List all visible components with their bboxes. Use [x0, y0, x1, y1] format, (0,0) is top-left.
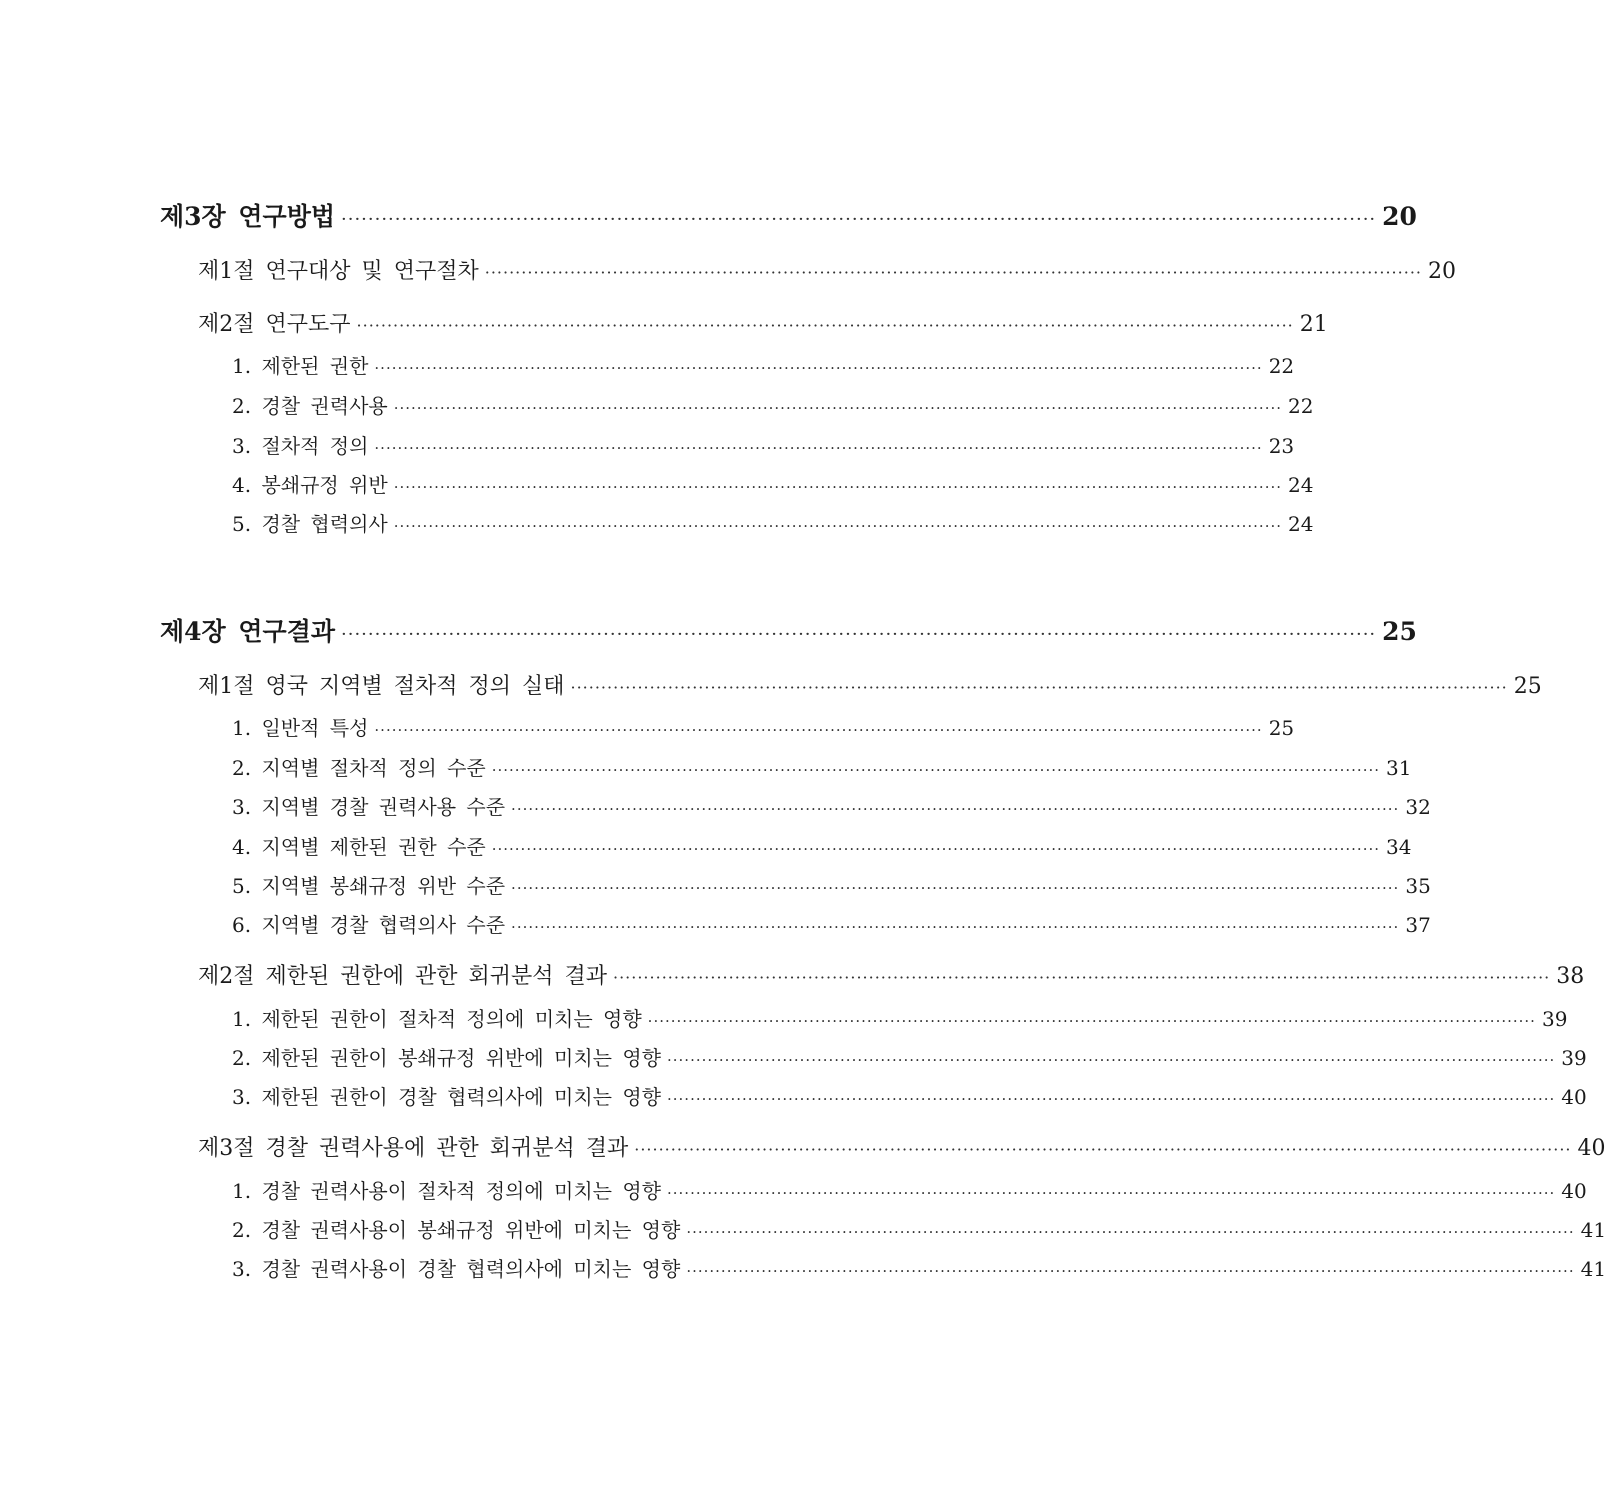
toc-leader-dots: ·························································································································································· — [634, 1140, 1572, 1159]
toc-entry-page: 38 — [1556, 964, 1585, 989]
toc-entry-title: 5. 지역별 봉쇄규정 위반 수준 — [232, 874, 506, 898]
toc-entry-page: 34 — [1386, 835, 1412, 859]
toc-leader-dots: ·························································································································································· — [374, 359, 1263, 377]
toc-entry-page: 39 — [1541, 1007, 1568, 1031]
toc-leader-dots: ·························································································································································· — [667, 1090, 1556, 1108]
toc-entry-page: 22 — [1288, 394, 1314, 418]
toc-entry-title: 제1절 연구대상 및 연구절차 — [198, 259, 479, 284]
toc-item[interactable] — [232, 430, 1295, 459]
toc-entry-title: 제4장 연구결과 — [160, 617, 335, 646]
toc-entry-page: 41 — [1580, 1218, 1606, 1242]
toc-entry-page: 40 — [1561, 1085, 1587, 1109]
toc-item[interactable] — [232, 791, 1431, 820]
toc-leader-dots: ·························································································································································· — [393, 517, 1283, 535]
toc-leader-dots: ·························································································································································· — [511, 800, 1400, 818]
toc-chapter[interactable] — [160, 612, 1417, 648]
toc-leader-dots: ·························································································································································· — [491, 840, 1381, 858]
toc-leader-dots: ·························································································································································· — [393, 478, 1283, 496]
toc-item[interactable] — [232, 870, 1431, 899]
toc-entry-title: 4. 봉쇄규정 위반 — [232, 473, 388, 497]
toc-entry-page: 31 — [1386, 756, 1412, 780]
toc-leader-dots: ·························································································································································· — [686, 1262, 1575, 1280]
toc-item[interactable] — [232, 469, 1314, 498]
toc-entry-title: 2. 경찰 권력사용 — [232, 394, 388, 418]
toc-item[interactable] — [232, 1214, 1606, 1243]
toc-entry-title: 제1절 영국 지역별 절차적 정의 실태 — [198, 674, 565, 699]
toc-item[interactable] — [232, 712, 1295, 741]
toc-leader-dots: ·························································································································································· — [647, 1012, 1536, 1030]
toc-entry-page: 25 — [1268, 716, 1295, 740]
toc-entry-page: 20 — [1427, 259, 1456, 284]
toc-entry-page: 22 — [1268, 354, 1295, 378]
toc-item[interactable] — [232, 1003, 1568, 1032]
toc-section[interactable] — [198, 307, 1328, 338]
toc-chapter[interactable] — [160, 197, 1417, 233]
toc-entry-title: 제3절 경찰 권력사용에 관한 회귀분석 결과 — [198, 1136, 629, 1161]
toc-entry-title: 6. 지역별 경찰 협력의사 수준 — [232, 913, 506, 937]
toc-entry-title: 2. 지역별 절차적 정의 수준 — [232, 756, 486, 780]
toc-entry-title: 1. 제한된 권한이 절차적 정의에 미치는 영향 — [232, 1007, 642, 1031]
toc-entry-title: 4. 지역별 제한된 권한 수준 — [232, 835, 486, 859]
toc-item[interactable] — [232, 1081, 1587, 1110]
toc-leader-dots: ·························································································································································· — [511, 879, 1400, 897]
toc-entry-page: 24 — [1288, 512, 1314, 536]
toc-entry-title: 2. 경찰 권력사용이 봉쇄규정 위반에 미치는 영향 — [232, 1218, 681, 1242]
toc-section[interactable] — [198, 669, 1542, 700]
toc-entry-page: 40 — [1561, 1179, 1587, 1203]
toc-leader-dots: ·························································································································································· — [374, 439, 1263, 457]
toc-entry-page: 40 — [1577, 1136, 1606, 1161]
toc-item[interactable] — [232, 1175, 1587, 1204]
toc-item[interactable] — [232, 752, 1412, 781]
toc-entry-page: 24 — [1288, 473, 1314, 497]
toc-entry-page: 25 — [1513, 674, 1542, 699]
toc-section[interactable] — [198, 254, 1456, 285]
toc-item[interactable] — [232, 909, 1431, 938]
toc-entry-title: 5. 경찰 협력의사 — [232, 512, 388, 536]
toc-leader-dots: ·························································································································································· — [341, 624, 1377, 645]
toc-entry-title: 제2절 연구도구 — [198, 312, 351, 337]
toc-entry-page: 23 — [1268, 434, 1295, 458]
toc-entry-title: 1. 일반적 특성 — [232, 716, 369, 740]
toc-entry-title: 3. 경찰 권력사용이 경찰 협력의사에 미치는 영향 — [232, 1257, 681, 1281]
toc-entry-title: 3. 제한된 권한이 경찰 협력의사에 미치는 영향 — [232, 1085, 661, 1109]
toc-entry-title: 3. 절차적 정의 — [232, 434, 369, 458]
toc-item[interactable] — [232, 350, 1295, 379]
toc-entry-title: 제2절 제한된 권한에 관한 회귀분석 결과 — [198, 964, 607, 989]
toc-entry-title: 1. 제한된 권한 — [232, 354, 369, 378]
toc-leader-dots: ·························································································································································· — [491, 761, 1381, 779]
toc-item[interactable] — [232, 508, 1314, 537]
toc-entry-page: 25 — [1382, 617, 1417, 646]
toc-section[interactable] — [198, 959, 1585, 990]
toc-section[interactable] — [198, 1131, 1606, 1162]
toc-leader-dots: ·························································································································································· — [686, 1223, 1575, 1241]
toc-entry-page: 35 — [1405, 874, 1431, 898]
toc-leader-dots: ·························································································································································· — [511, 918, 1400, 936]
toc-entry-page: 20 — [1382, 202, 1417, 231]
toc-entry-page: 21 — [1299, 312, 1328, 337]
toc-leader-dots: ·························································································································································· — [570, 678, 1508, 697]
toc-item[interactable] — [232, 1042, 1587, 1071]
toc-entry-page: 32 — [1405, 795, 1431, 819]
toc-entry-title: 3. 지역별 경찰 권력사용 수준 — [232, 795, 506, 819]
toc-leader-dots: ·························································································································································· — [393, 399, 1283, 417]
toc-leader-dots: ·························································································································································· — [374, 721, 1263, 739]
toc-leader-dots: ·························································································································································· — [613, 968, 1551, 987]
toc-item[interactable] — [232, 1253, 1606, 1282]
toc-entry-page: 41 — [1580, 1257, 1606, 1281]
toc-entry-title: 제3장 연구방법 — [160, 202, 335, 231]
toc-entry-title: 1. 경찰 권력사용이 절차적 정의에 미치는 영향 — [232, 1179, 661, 1203]
toc-item[interactable] — [232, 831, 1412, 860]
toc-entry-page: 39 — [1561, 1046, 1587, 1070]
toc-leader-dots: ·························································································································································· — [356, 316, 1294, 335]
toc-leader-dots: ·························································································································································· — [341, 209, 1377, 230]
toc-entry-page: 37 — [1405, 913, 1431, 937]
toc-leader-dots: ·························································································································································· — [667, 1051, 1556, 1069]
toc-entry-title: 2. 제한된 권한이 봉쇄규정 위반에 미치는 영향 — [232, 1046, 661, 1070]
toc-leader-dots: ·························································································································································· — [484, 263, 1422, 282]
toc-leader-dots: ·························································································································································· — [667, 1184, 1556, 1202]
toc-item[interactable] — [232, 390, 1314, 419]
